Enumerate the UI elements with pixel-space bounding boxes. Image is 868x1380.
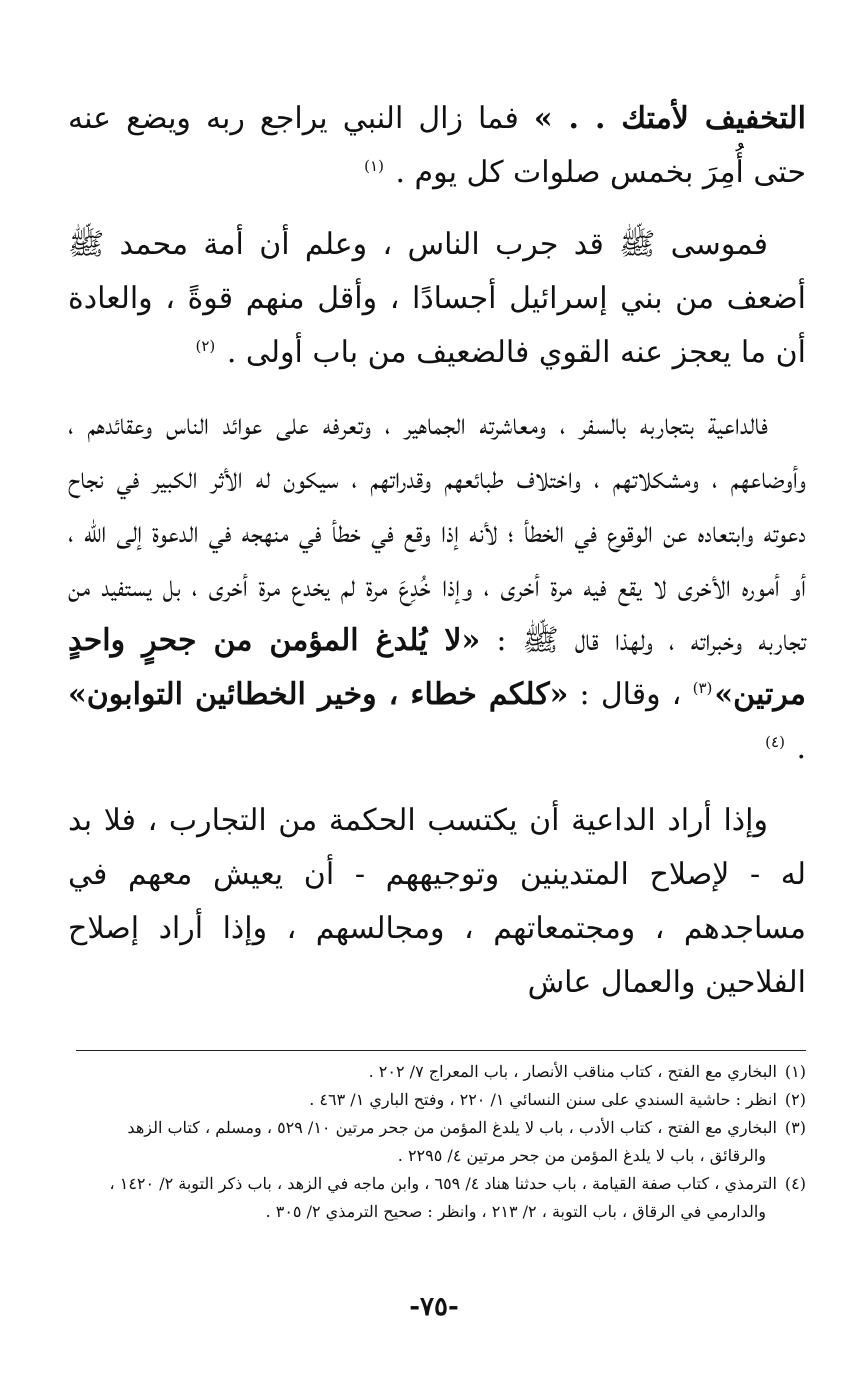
paragraph	[68, 398, 806, 776]
paragraph	[68, 218, 806, 380]
footnote-text: البخاري مع الفتح ، كتاب الأدب ، باب لا يلدغ المؤمن من جحر مرتين ١٠/ ٥٢٩ ، ومسلم ، كتاب الزهد	[127, 1118, 777, 1137]
text-run: فما زال النبي يراجع ربه ويضع عنه حتى أُمِرَ بخمس صلوات كل يوم .	[68, 101, 806, 190]
page-number: -٧٥-	[409, 1292, 459, 1322]
footnote	[66, 1170, 806, 1226]
footnote-number: (١)	[784, 1062, 806, 1081]
paragraph	[68, 794, 806, 1010]
footnote-number: (٤)	[784, 1174, 806, 1193]
footnote-text: انظر : حاشية السندي على سنن النسائي ١/ ٢٢٠ ، وفتح الباري ١/ ٤٦٣ .	[309, 1090, 777, 1109]
footnote-reference: (٢)	[195, 337, 216, 355]
footnote-text: والرقائق ، باب لا يلدغ المؤمن من جحر مرتين ٤/ ٢٢٩٥ .	[397, 1146, 766, 1165]
text-run: وإذا أراد الداعية أن يكتسب الحكمة من التجارب ، فلا بد له - لإصلاح المتدينين وتوجيههم - أن يعيش معهم في مساجدهم ، ومجتمعاتهم ، ومجالسهم ، وإذا أراد إصلاح الفلاحين والعمال عاش	[68, 803, 806, 1000]
footnote-text: والدارمي في الرقاق ، باب التوبة ، ٢/ ٢١٣ ، وانظر : صحيح الترمذي ٢/ ٣٠٥ .	[265, 1202, 766, 1221]
footnote-text: البخاري مع الفتح ، كتاب مناقب الأنصار ، باب المعراج ٧/ ٢٠٢ .	[368, 1062, 777, 1081]
text-run: .	[786, 731, 806, 766]
paragraph	[68, 92, 806, 200]
footnote-reference: (٤)	[765, 733, 785, 751]
main-text	[68, 92, 806, 1010]
footnotes	[66, 1058, 806, 1226]
footnote	[66, 1114, 806, 1170]
footnote-number: (٣)	[784, 1118, 806, 1137]
footnote	[66, 1058, 806, 1086]
footnote-reference: (٣)	[692, 679, 713, 697]
footnote	[66, 1086, 806, 1114]
bold-text: «كلكم خطاء ، وخير الخطائين التوابون»	[68, 677, 569, 712]
bold-text: «لا يُلدغ المؤمن من جحرٍ واحدٍ مرتين»	[68, 623, 806, 712]
text-run: ، وقال :	[568, 677, 693, 712]
footnote-reference: (١)	[364, 157, 384, 175]
bold-text: التخفيف لأمتك . . »	[533, 101, 806, 136]
text-run: فموسى ﷺ قد جرب الناس ، وعلم أن أمة محمد ﷺ أضعف من بني إسرائيل أجسادًا ، وأقل منهم قوةً ، والعادة أن ما يعجز عنه القوي فالضعيف من باب أولى .	[68, 227, 806, 370]
page-body	[68, 92, 806, 1010]
footnote-number: (٢)	[784, 1090, 806, 1109]
text-run: فالداعية بتجاربه بالسفر ، ومعاشرته الجماهير ، وتعرفه على عوائد الناس وعقائدهم ، وأوضاعهم ، ومشكلاتهم ، واختلاف طبائعهم وقدراتهم ، سيكون له الأثر الكبير في نجاح دعوته وابتعاده عن الوقوع في الخطأ ؛ لأنه إذا وقع في خطأ في منهجه في الدعوة إلى الله ، أو أموره الأخرى لا يقع فيه مرة أخرى ، وإذا خُدِعَ مرة لم يخدع مرة أخرى ، بل يستفيد من تجاربه وخبراته ، ولهذا قال ﷺ :	[68, 407, 807, 658]
footnote-separator	[76, 1050, 806, 1051]
footnote-text: الترمذي ، كتاب صفة القيامة ، باب حدثنا هناد ٤/ ٦٥٩ ، وابن ماجه في الزهد ، باب ذكر التوبة ٢/ ١٤٢٠ ،	[109, 1174, 777, 1193]
